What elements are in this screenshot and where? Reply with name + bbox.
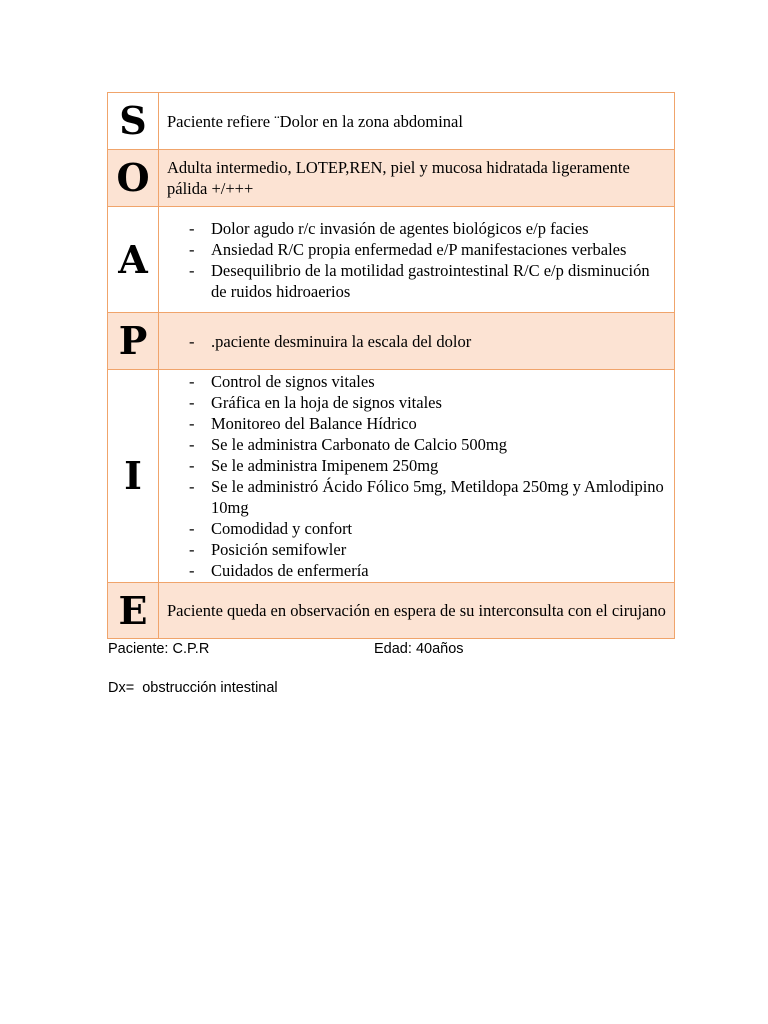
list-item: - Ansiedad R/C propia enfermedad e/P manifestaciones verbales xyxy=(189,239,666,260)
soap-list-p xyxy=(167,331,666,352)
patient-value: C.P.R xyxy=(172,641,210,657)
age-label: Edad: xyxy=(374,641,412,657)
diagnosis-line xyxy=(108,680,278,696)
list-item: - Control de signos vitales xyxy=(189,371,666,392)
list-item: - Se le administra Imipenem 250mg xyxy=(189,455,666,476)
list-item: - Posición semifowler xyxy=(189,539,666,560)
soap-content-e: Paciente queda en observación en espera de su interconsulta con el cirujano xyxy=(159,583,675,639)
patient-label: Paciente: xyxy=(108,641,169,657)
soap-letter-e: E xyxy=(108,583,159,639)
list-item: - Se le administra Carbonato de Calcio 500mg xyxy=(189,434,666,455)
soap-list-i xyxy=(167,371,666,581)
list-item: - Monitoreo del Balance Hídrico xyxy=(189,413,666,434)
age-value: 40años xyxy=(415,641,464,657)
list-item: - .paciente desminuira la escala del dolor xyxy=(189,331,666,352)
soap-row-e xyxy=(108,583,675,639)
soap-content-o: Adulta intermedio, LOTEP,REN, piel y mucosa hidratada ligeramente pálida +/+++ xyxy=(159,150,675,207)
soap-letter-o: O xyxy=(108,150,159,207)
soap-list-a xyxy=(167,218,666,302)
patient-line xyxy=(108,641,209,657)
soap-table xyxy=(107,92,675,639)
list-item: - Desequilibrio de la motilidad gastrointestinal R/C e/p disminución de ruidos hidroaerios xyxy=(189,260,666,302)
soap-row-a xyxy=(108,207,675,313)
list-item: - Cuidados de enfermería xyxy=(189,560,666,581)
soap-letter-a: A xyxy=(108,207,159,313)
diagnosis-value: obstrucción intestinal xyxy=(142,680,278,696)
soap-content-i xyxy=(159,370,675,583)
list-item: - Gráfica en la hoja de signos vitales xyxy=(189,392,666,413)
soap-row-o xyxy=(108,150,675,207)
soap-row-p xyxy=(108,313,675,370)
soap-row-s xyxy=(108,93,675,150)
soap-row-i xyxy=(108,370,675,583)
soap-content-a xyxy=(159,207,675,313)
soap-content-p xyxy=(159,313,675,370)
diagnosis-label: Dx= xyxy=(108,680,135,696)
list-item: - Se le administró Ácido Fólico 5mg, Metildopa 250mg y Amlodipino 10mg xyxy=(189,476,666,518)
age-line xyxy=(374,641,464,657)
soap-letter-p: P xyxy=(108,313,159,370)
list-item: - Comodidad y confort xyxy=(189,518,666,539)
list-item: - Dolor agudo r/c invasión de agentes biológicos e/p facies xyxy=(189,218,666,239)
soap-letter-s: S xyxy=(108,93,159,150)
soap-content-s: Paciente refiere ¨Dolor en la zona abdominal xyxy=(159,93,675,150)
soap-letter-i: I xyxy=(108,370,159,583)
